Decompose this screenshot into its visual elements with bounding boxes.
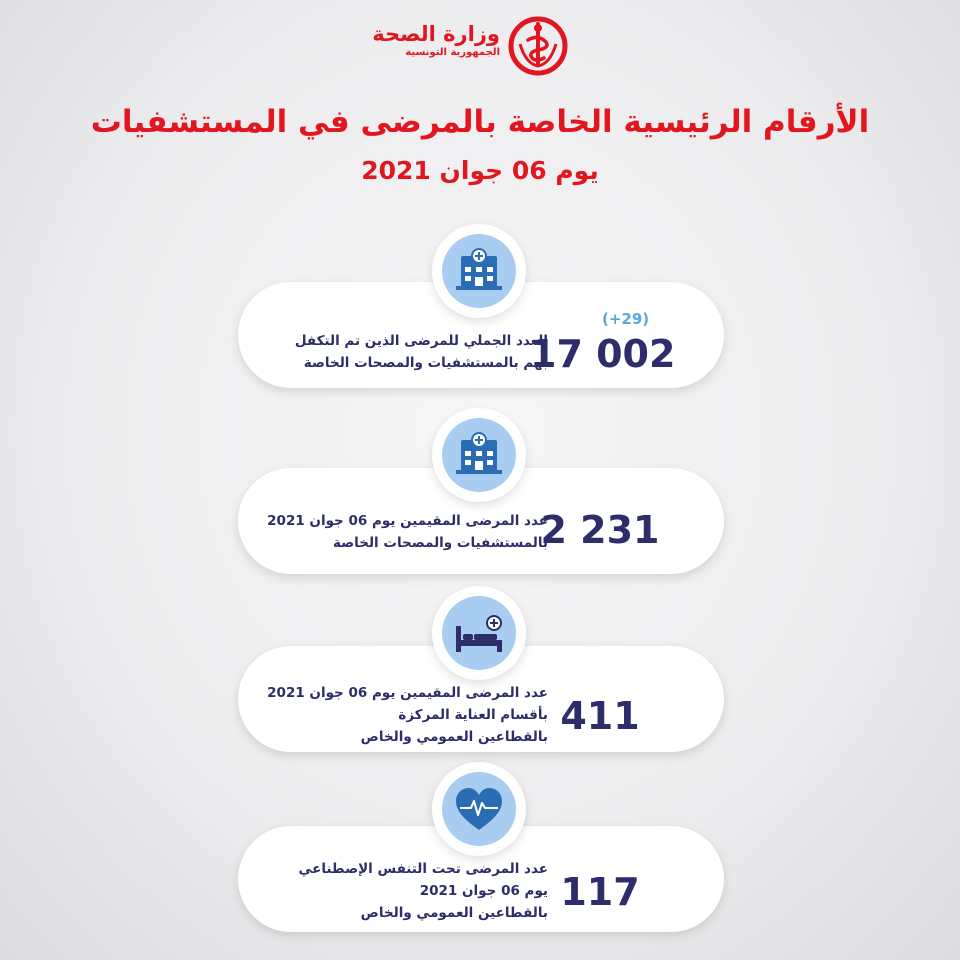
page-title: الأرقام الرئيسية الخاصة بالمرضى في المستشفيات — [90, 104, 870, 140]
stat-description-line: بالقطاعين العمومي والخاص — [360, 729, 548, 745]
stat-description-line: عدد المرضى تحت التنفس الإصطناعي — [298, 861, 548, 877]
card-icon-badge — [432, 762, 526, 856]
ministry-subtitle: الجمهورية التونسية — [405, 47, 500, 58]
stat-number: 2 231 — [540, 508, 660, 552]
hospital-bed-icon — [442, 596, 516, 670]
stat-description-line: عدد المرضى المقيمين يوم 06 جوان 2021 — [267, 685, 548, 701]
stat-description — [266, 510, 548, 554]
stat-description-line: بأقسام العناية المركزة — [398, 707, 548, 723]
stat-delta: (+29) — [602, 310, 650, 328]
hospital-icon — [442, 418, 516, 492]
stat-number: 17 002 — [530, 332, 676, 376]
stat-description-line: بالمستشفيات والمصحات الخاصة — [332, 535, 548, 551]
stat-description-line: العدد الجملي للمرضى الذين تم التكفل — [294, 333, 548, 349]
stat-number: 411 — [560, 694, 640, 738]
stat-description — [266, 682, 548, 748]
ministry-name: وزارة الصحة — [372, 22, 500, 46]
card-icon-badge — [432, 408, 526, 502]
card-icon-badge — [432, 586, 526, 680]
card-icon-badge — [432, 224, 526, 318]
hospital-icon — [442, 234, 516, 308]
stat-description-line: عدد المرضى المقيمين يوم 06 جوان 2021 — [267, 513, 548, 529]
stat-description — [266, 858, 548, 924]
ministry-text — [372, 22, 500, 60]
stat-number: 117 — [560, 870, 640, 914]
stat-description-line: بهم بالمستشفيات والمصحات الخاصة — [303, 355, 548, 371]
ministry-emblem-icon — [506, 14, 570, 78]
stat-description-line: بالقطاعين العمومي والخاص — [360, 905, 548, 921]
page-date: يوم 06 جوان 2021 — [361, 156, 599, 185]
stat-description — [266, 330, 548, 374]
heartbeat-icon — [442, 772, 516, 846]
stat-description-line: يوم 06 جوان 2021 — [419, 883, 548, 899]
ministry-logo — [372, 14, 570, 84]
